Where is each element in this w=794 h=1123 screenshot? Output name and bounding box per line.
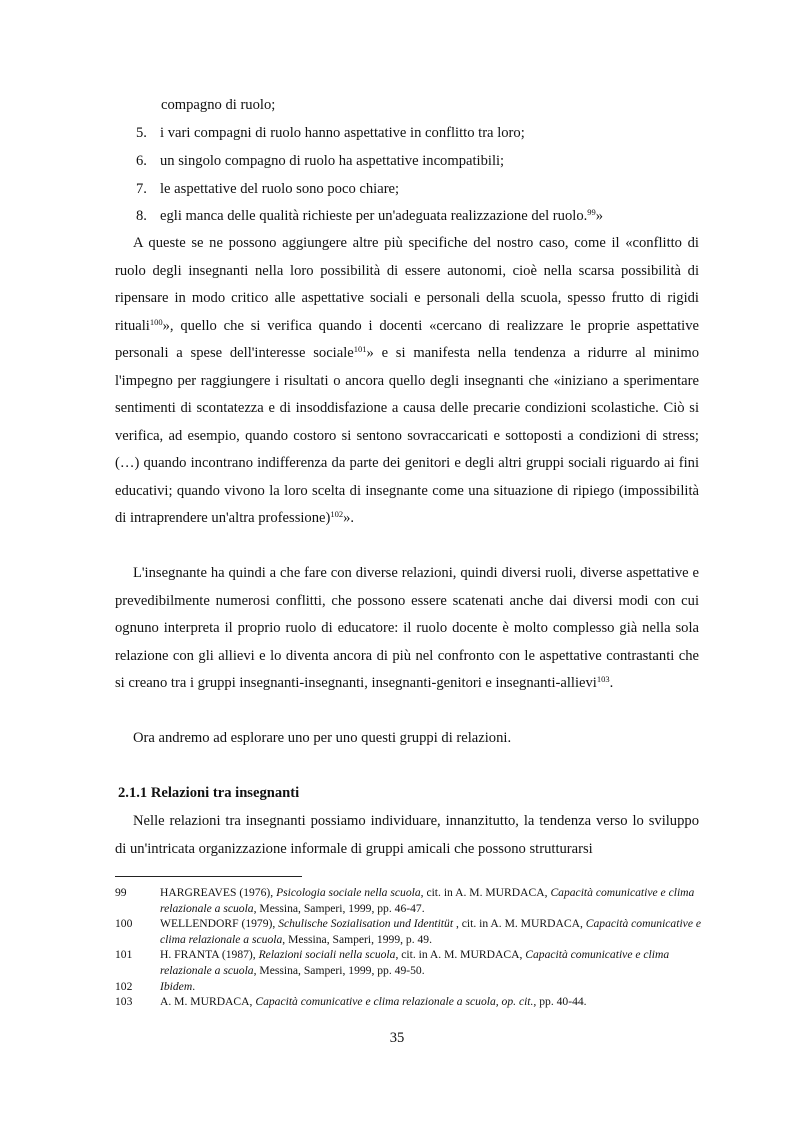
footnote-text: , Messina, Samperi, 1999, pp. 46-47. <box>253 901 425 915</box>
footnote-title: Capacità comunicative e clima relazionale a scuola <box>160 917 702 946</box>
list-text: un singolo compagno di ruolo ha aspettative incompatibili; <box>160 153 505 169</box>
footnote-text: , Messina, Samperi, 1999, p. 49. <box>282 932 433 946</box>
footnote-title: Psicologia sociale nella scuola <box>276 886 421 899</box>
paragraph-text: A queste se ne possono aggiungere altre più specifiche del nostro caso, come il «conflitto di ruolo degli insegnanti nella loro possibilità di essere autonomi, cioè nella scarsa possibilità di ripensare in modo critico alle aspettative sociali e personali della scuola, spesso frutto di rigidi rituali <box>115 235 699 334</box>
list-number: 7. <box>136 181 147 197</box>
footnote-text: , cit. in A. M. MURDACA, <box>395 948 526 962</box>
footnote-number: 102 <box>115 979 133 993</box>
footnote-number: 99 <box>115 886 127 899</box>
footnote-divider <box>115 876 302 877</box>
footnote <box>115 916 705 947</box>
body-paragraph <box>115 560 699 698</box>
footnote-text: WELLENDORF (1979), <box>160 917 279 931</box>
footnote-text: , Messina, Samperi, 1999, pp. 49-50. <box>253 963 425 977</box>
footnote-ref[interactable]: 102 <box>330 509 344 519</box>
footnote-title: Capacità comunicative e clima relazionale a scuola <box>160 886 695 915</box>
footnote <box>115 979 705 995</box>
footnote-number: 103 <box>115 995 133 1009</box>
list-item <box>136 124 525 142</box>
footnote <box>115 947 705 978</box>
list-number: 5. <box>136 125 147 141</box>
body-paragraph <box>115 230 699 533</box>
footnotes <box>115 885 705 1010</box>
footnote-number: 101 <box>115 948 133 962</box>
paragraph-text: ». <box>343 510 355 526</box>
footnote-ref[interactable]: 101 <box>353 344 367 354</box>
footnote-text: . <box>192 979 196 993</box>
footnote-title: Schulische Sozialisation und Identitüt <box>278 917 454 931</box>
footnote-ref[interactable]: 100 <box>149 316 163 327</box>
paragraph-text: » e si manifesta nella tendenza a ridurre al minimo l'impegno per raggiungere i risultati o ancora quello degli insegnanti che «iniziano a sperimentare sentimenti di scontatezza e di insoddisfazione a causa delle precarie condizioni scolastiche. Ciò si verifica, ad esempio, quando costoro si sentono sovraccaricati e sottoposti a condizioni di stress; (…) quando incontrano indifferenza da parte dei genitori e degli altri gruppi sociali riguardo ai fini educativi; quando vivono la loro scelta di insegnante come una situazione di ripiego (impossibilità di intraprendere un'altra professione) <box>115 345 699 526</box>
list-item <box>136 180 399 198</box>
list-text: le aspettative del ruolo sono poco chiare; <box>160 181 400 197</box>
paragraph-text: », quello che si verifica quando i docenti «cercano di realizzare le proprie aspettative personali a spese dell'interesse sociale <box>115 317 699 361</box>
footnote-text: pp. 40-44. <box>536 995 587 1009</box>
footnote-title: Ibidem <box>160 979 193 993</box>
body-paragraph: Ora andremo ad esplorare uno per uno questi gruppi di relazioni. <box>133 730 512 746</box>
footnote-title: Capacità comunicative e clima relazionale a scuola <box>160 948 670 977</box>
footnote-text: , cit. in A. M. MURDACA, <box>420 886 551 899</box>
footnote-ref[interactable]: 99 <box>587 207 596 217</box>
list-continuation: compagno di ruolo; <box>161 97 276 113</box>
body-paragraph: Nelle relazioni tra insegnanti possiamo individuare, innanzitutto, la tendenza verso lo sviluppo di un'intricata organizzazione informale di gruppi amicali che possono strutturarsi <box>115 813 699 857</box>
page-number: 35 <box>389 1030 405 1046</box>
paragraph-text: . <box>609 675 614 691</box>
list-text: egli manca delle qualità richieste per un'adeguata realizzazione del ruolo. <box>160 208 588 224</box>
footnote-text: A. M. MURDACA, <box>160 995 256 1009</box>
list-item <box>136 152 504 170</box>
list-number: 6. <box>136 153 147 169</box>
footnote-title: Capacità comunicative e clima relazionale a scuola, op. cit., <box>255 995 537 1009</box>
footnote-title: Relazioni sociali nella scuola <box>258 948 396 962</box>
list-number: 8. <box>136 208 147 224</box>
footnote <box>115 885 705 916</box>
section-heading: 2.1.1 Relazioni tra insegnanti <box>118 785 300 801</box>
closing-quote: » <box>595 208 604 224</box>
footnote-text: , cit. in A. M. MURDACA, <box>453 917 586 931</box>
footnote-text: HARGREAVES (1976), <box>160 886 277 899</box>
list-item <box>136 207 603 225</box>
footnote-text: H. FRANTA (1987), <box>160 948 259 962</box>
paragraph-text: L'insegnante ha quindi a che fare con diverse relazioni, quindi diversi ruoli, diverse aspettative e prevedibilmente numerosi conflitti, che possono essere scatenati anche dai diversi modi con cui ognuno interpreta il proprio ruolo di educatore: il ruolo docente è molto complesso già nella sola relazione con gli allievi e lo diventa ancora di più nel confronto con le aspettative contrastanti che si creano tra i gruppi insegnanti-insegnanti, insegnanti-genitori e insegnanti-allievi <box>115 565 699 691</box>
footnote-ref[interactable]: 103 <box>596 674 610 684</box>
footnote-number: 100 <box>115 917 133 931</box>
list-text: i vari compagni di ruolo hanno aspettative in conflitto tra loro; <box>160 125 525 141</box>
footnote <box>115 994 705 1010</box>
